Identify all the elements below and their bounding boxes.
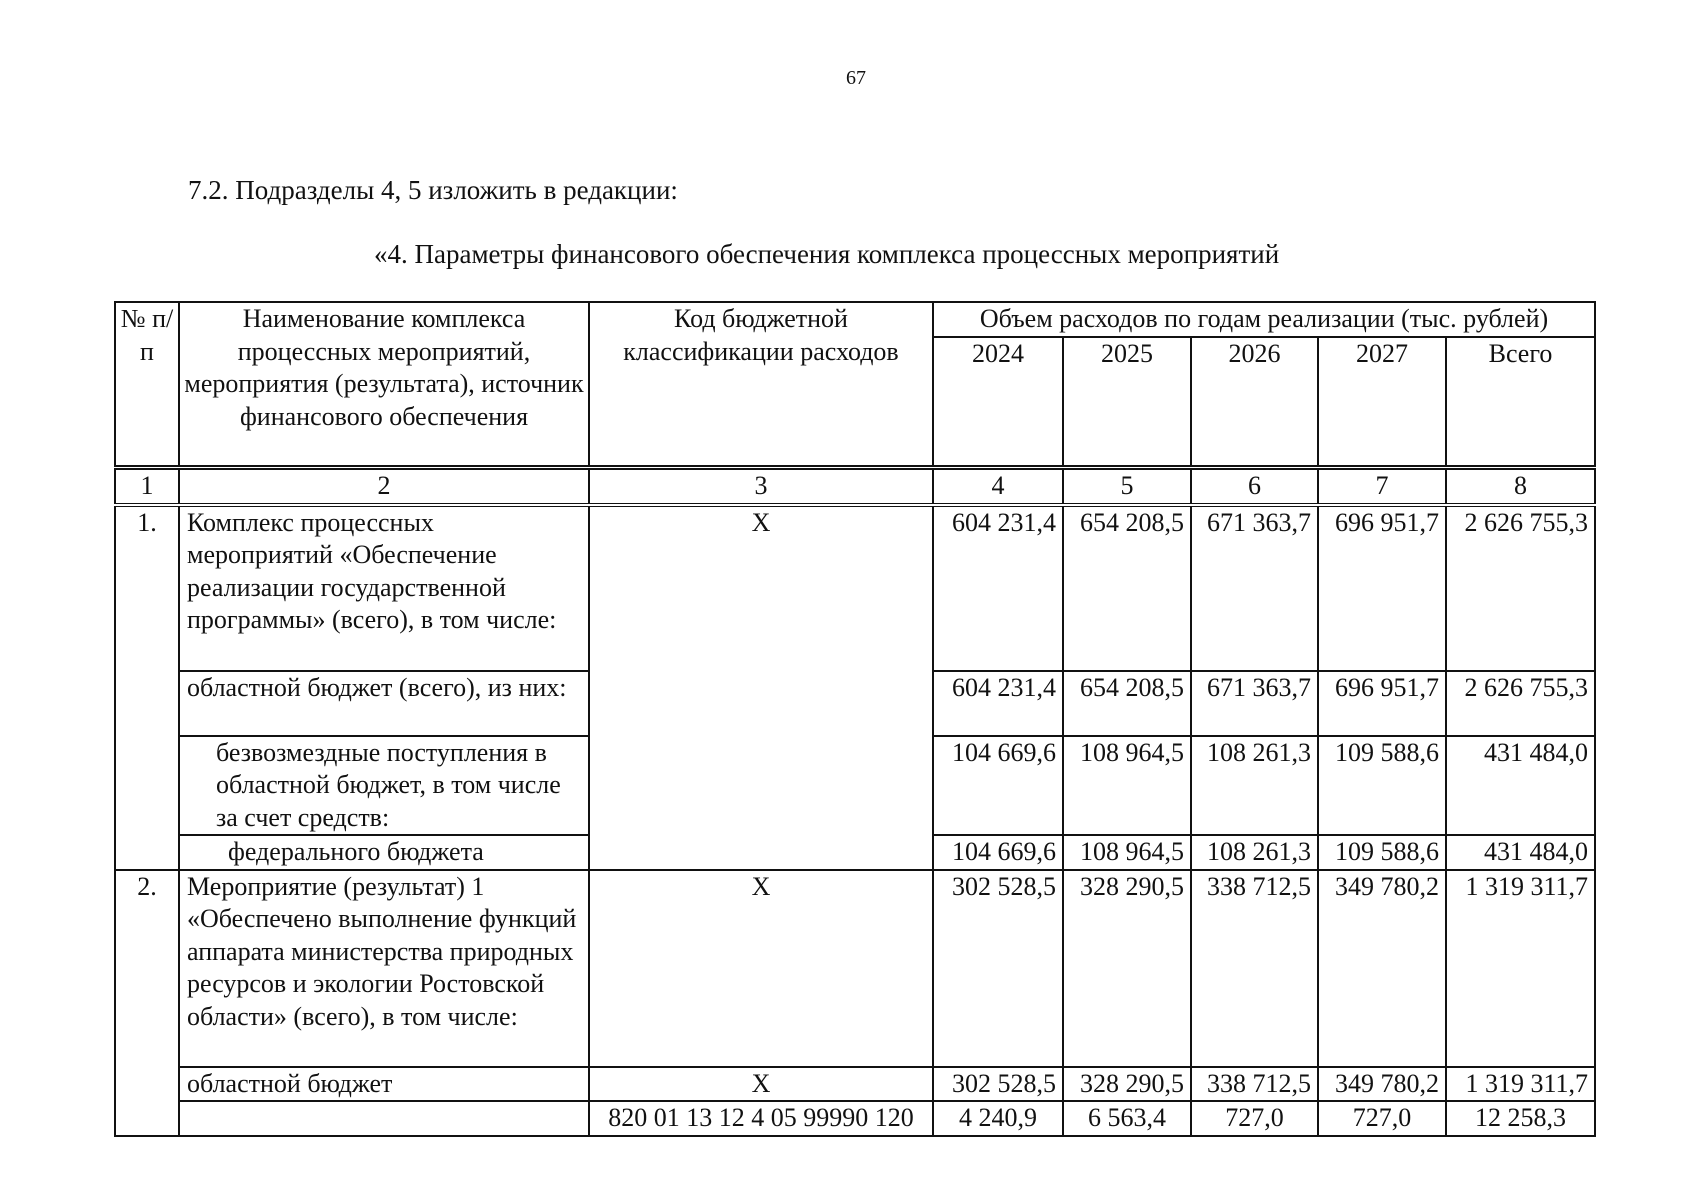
- value-2027: 696 951,7: [1318, 505, 1446, 671]
- value-2025: 108 964,5: [1063, 736, 1191, 836]
- row-code: Х: [589, 870, 933, 1067]
- financing-table: [114, 301, 1596, 1137]
- table-row: [115, 870, 1595, 1067]
- value-2026: 338 712,5: [1191, 1067, 1318, 1102]
- row-code: Х: [589, 1067, 933, 1102]
- header-code: Код бюджетной классификации расходов: [589, 302, 933, 468]
- value-2025: 654 208,5: [1063, 505, 1191, 671]
- row-name: федерального бюджета: [179, 835, 589, 870]
- row-code: Х: [589, 505, 933, 870]
- header-total: Всего: [1446, 337, 1595, 468]
- value-total: 2 626 755,3: [1446, 505, 1595, 671]
- column-number: 4: [933, 468, 1063, 505]
- header-row: [115, 302, 1595, 337]
- column-number: 6: [1191, 468, 1318, 505]
- value-2025: 6 563,4: [1063, 1101, 1191, 1136]
- value-2027: 349 780,2: [1318, 870, 1446, 1067]
- column-numbers-row: [115, 468, 1595, 505]
- value-2024: 302 528,5: [933, 1067, 1063, 1102]
- value-2026: 727,0: [1191, 1101, 1318, 1136]
- value-2027: 727,0: [1318, 1101, 1446, 1136]
- column-number: 5: [1063, 468, 1191, 505]
- value-2024: 4 240,9: [933, 1101, 1063, 1136]
- value-2024: 604 231,4: [933, 505, 1063, 671]
- value-2025: 108 964,5: [1063, 835, 1191, 870]
- value-total: 1 319 311,7: [1446, 870, 1595, 1067]
- value-2027: 349 780,2: [1318, 1067, 1446, 1102]
- row-name: Мероприятие (результат) 1 «Обеспечено выполнение функций аппарата министерства природных ресурсов и экологии Ростовской области» (всего), в том числе:: [179, 870, 589, 1067]
- header-name: Наименование комплекса процессных мероприятий, мероприятия (результата), источник финансового обеспечения: [179, 302, 589, 468]
- table-row: [115, 505, 1595, 671]
- value-2026: 671 363,7: [1191, 671, 1318, 736]
- value-2024: 104 669,6: [933, 736, 1063, 836]
- column-number: 8: [1446, 468, 1595, 505]
- value-2027: 109 588,6: [1318, 736, 1446, 836]
- column-number: 1: [115, 468, 179, 505]
- value-total: 431 484,0: [1446, 736, 1595, 836]
- header-year-2024: 2024: [933, 337, 1063, 468]
- value-2026: 108 261,3: [1191, 736, 1318, 836]
- value-2024: 604 231,4: [933, 671, 1063, 736]
- value-total: 12 258,3: [1446, 1101, 1595, 1136]
- row-code: 820 01 13 12 4 05 99990 120: [589, 1101, 933, 1136]
- column-number: 2: [179, 468, 589, 505]
- value-2025: 328 290,5: [1063, 870, 1191, 1067]
- value-2027: 109 588,6: [1318, 835, 1446, 870]
- row-name: Комплекс процессных мероприятий «Обеспечение реализации государственной программы» (всего), в том числе:: [179, 505, 589, 671]
- value-total: 431 484,0: [1446, 835, 1595, 870]
- header-num: № п/п: [115, 302, 179, 468]
- value-2027: 696 951,7: [1318, 671, 1446, 736]
- row-name: областной бюджет (всего), из них:: [179, 671, 589, 736]
- row-number: 2.: [115, 870, 179, 1136]
- row-name: безвозмездные поступления в областной бюджет, в том числе за счет средств:: [179, 736, 589, 836]
- row-name: [179, 1101, 589, 1136]
- header-volume: Объем расходов по годам реализации (тыс. рублей): [933, 302, 1595, 337]
- header-year-2026: 2026: [1191, 337, 1318, 468]
- value-2025: 328 290,5: [1063, 1067, 1191, 1102]
- table-row: [115, 1067, 1595, 1102]
- value-2026: 671 363,7: [1191, 505, 1318, 671]
- intro-text: 7.2. Подразделы 4, 5 изложить в редакции:: [188, 175, 678, 205]
- value-2026: 108 261,3: [1191, 835, 1318, 870]
- row-number: 1.: [115, 505, 179, 870]
- column-number: 7: [1318, 468, 1446, 505]
- table-row: [115, 1101, 1595, 1136]
- value-total: 1 319 311,7: [1446, 1067, 1595, 1102]
- value-total: 2 626 755,3: [1446, 671, 1595, 736]
- value-2024: 302 528,5: [933, 870, 1063, 1067]
- header-year-2025: 2025: [1063, 337, 1191, 468]
- column-number: 3: [589, 468, 933, 505]
- value-2026: 338 712,5: [1191, 870, 1318, 1067]
- header-year-2027: 2027: [1318, 337, 1446, 468]
- value-2025: 654 208,5: [1063, 671, 1191, 736]
- page-number: 67: [846, 67, 866, 89]
- row-name: областной бюджет: [179, 1067, 589, 1102]
- value-2024: 104 669,6: [933, 835, 1063, 870]
- section-title: «4. Параметры финансового обеспечения комплекса процессных мероприятий: [374, 239, 1280, 269]
